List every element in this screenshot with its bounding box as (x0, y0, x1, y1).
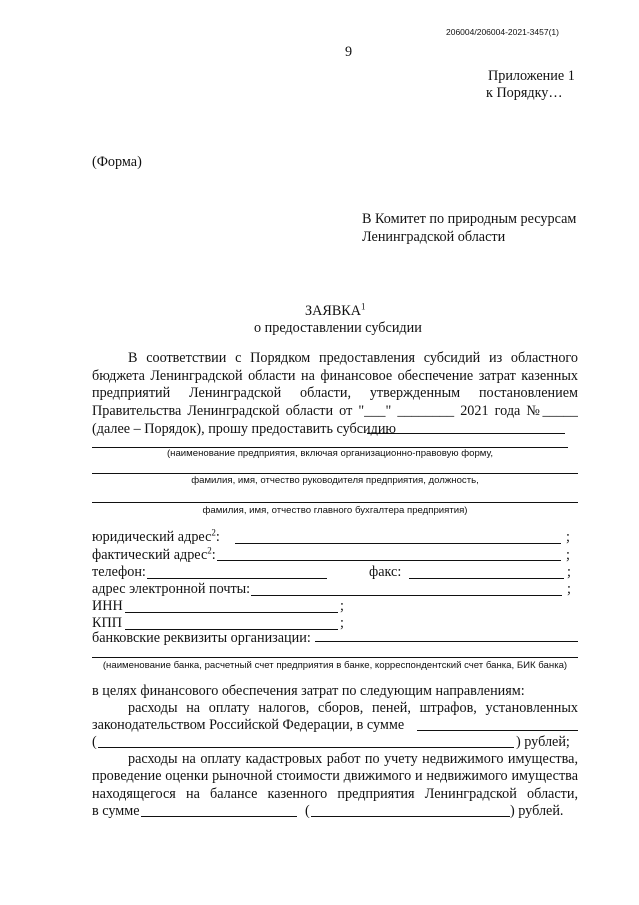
semicolon: ; (340, 598, 344, 614)
addressee-line1: В Комитет по природным ресурсам (362, 211, 577, 227)
email-label: адрес электронной почты: (92, 581, 251, 597)
intro-line2: бюджета Ленинградской области на финансовое обеспечение затрат казенных (92, 368, 578, 384)
caption-org-name: (наименование предприятия, включая организационно-правовую форму, (166, 448, 494, 459)
director-line[interactable] (92, 473, 578, 474)
addressee-line2: Ленинградской области (362, 229, 506, 245)
document-subtitle: о предоставлении субсидии (254, 320, 422, 336)
document-id: 206004/206004-2021-3457(1) (446, 27, 559, 37)
subsidy-recipient-line[interactable] (367, 433, 565, 434)
kpp-label: КПП (92, 615, 122, 631)
bank-details-input[interactable] (315, 641, 578, 642)
intro-line1: В соответствии с Порядком предоставления субсидий из областного (128, 350, 578, 366)
cadastral-paren-open: ( (305, 803, 310, 819)
intro-line5: (далее – Порядок), прошу предоставить субсидию (92, 421, 397, 437)
semicolon: ; (566, 529, 570, 545)
footnote-marker: 1 (361, 301, 366, 312)
fax-input[interactable] (409, 578, 564, 579)
taxes-amount-words-input[interactable] (98, 747, 514, 748)
appendix-line2: к Порядку… (486, 85, 563, 101)
taxes-paren-close: ) рублей; (516, 734, 570, 750)
legal-address-label: юридический адрес$^2$: (92, 527, 220, 545)
taxes-line1: расходы на оплату налогов, сборов, пеней, штрафов, установленных (128, 700, 578, 716)
caption-bank: (наименование банка, расчетный счет предприятия в банке, корреспондентский счет банка, БИК банка) (102, 660, 568, 671)
taxes-paren-open: ( (92, 734, 97, 750)
semicolon: ; (567, 564, 571, 580)
semicolon: ; (567, 581, 571, 597)
accountant-line[interactable] (92, 502, 578, 503)
intro-line4: Правительства Ленинградской области от "___" ________ 2021 года №_____ (92, 403, 578, 419)
legal-address-input[interactable] (235, 543, 561, 544)
form-label: (Форма) (92, 154, 142, 170)
cadastral-amount-words-input[interactable] (311, 816, 510, 817)
actual-address-label: фактический адрес$^2$: (92, 545, 216, 563)
appendix-line1: Приложение 1 (488, 68, 575, 84)
inn-input[interactable] (125, 612, 338, 613)
fax-label: факс: (369, 564, 402, 580)
cadastral-line1: расходы на оплату кадастровых работ по учету недвижимого имущества, (128, 751, 578, 767)
cadastral-amount-input[interactable] (141, 816, 297, 817)
caption-director: фамилия, имя, отчество руководителя предприятия, должность, (191, 475, 479, 486)
bank-details-input-2[interactable] (92, 657, 578, 658)
email-input[interactable] (251, 595, 562, 596)
actual-address-input[interactable] (217, 560, 561, 561)
purpose-intro: в целях финансового обеспечения затрат по следующим направлениям: (92, 683, 525, 699)
caption-accountant: фамилия, имя, отчество главного бухгалтера предприятия) (202, 505, 468, 516)
inn-label: ИНН (92, 598, 123, 614)
bank-details-label: банковские реквизиты организации: (92, 630, 311, 646)
semicolon: ; (566, 547, 570, 563)
semicolon: ; (340, 615, 344, 631)
intro-line3: предприятий Ленинградской области, утвержденным постановлением (92, 385, 578, 401)
taxes-line2: законодательством Российской Федерации, в сумме (92, 717, 405, 733)
page-number: 9 (345, 44, 353, 60)
cadastral-line4-label: в сумме (92, 803, 140, 819)
taxes-amount-input[interactable] (417, 730, 578, 731)
cadastral-line2: проведение оценки рыночной стоимости движимого и недвижимого имущества (92, 768, 578, 784)
phone-input[interactable] (147, 578, 327, 579)
cadastral-paren-close: ) рублей. (510, 803, 564, 819)
document-title: ЗАЯВКА$^1$ (305, 301, 366, 319)
cadastral-line3: находящегося на балансе казенного предприятия Ленинградской области, (92, 786, 578, 802)
phone-label: телефон: (92, 564, 146, 580)
